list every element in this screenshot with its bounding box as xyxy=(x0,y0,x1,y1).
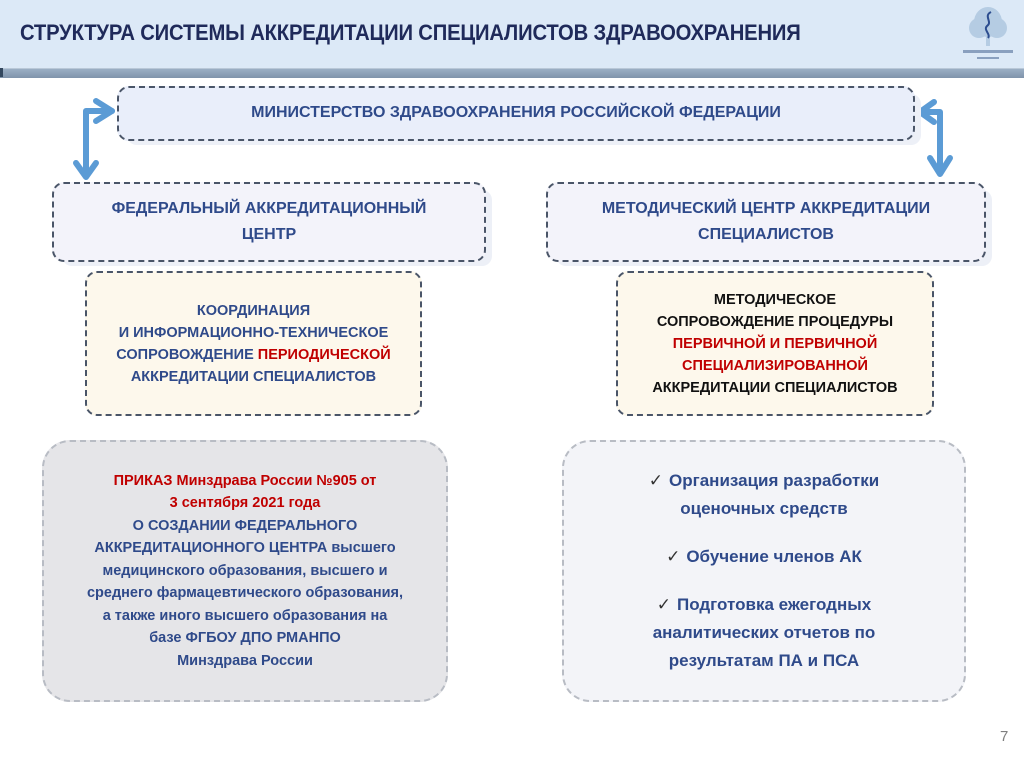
order-line-7: а также иного высшего образования на xyxy=(102,607,388,624)
tree-logo-icon xyxy=(955,4,1021,64)
methodical-center-line-1: МЕТОДИЧЕСКИЙ ЦЕНТР АККРЕДИТАЦИИ xyxy=(601,200,931,217)
task-2-line-1: Обучение членов АК xyxy=(686,547,862,566)
order-line-4: АККРЕДИТАЦИОННОГО ЦЕНТРА высшего xyxy=(94,540,396,557)
order-line-2: 3 сентября 2021 года xyxy=(169,495,321,512)
left-arrow-to-ministry-icon xyxy=(86,101,112,175)
methodical-support-box xyxy=(616,271,934,416)
header-divider xyxy=(0,68,1024,78)
federal-center-box xyxy=(52,182,486,262)
right-arrow-to-methodical-icon xyxy=(930,158,950,174)
ministry-box xyxy=(117,86,915,141)
order-line-9: Минздрава России xyxy=(177,652,313,669)
header-band xyxy=(0,0,1024,68)
task-3-line-3: результатам ПА и ПСА xyxy=(668,651,860,670)
order-box xyxy=(42,440,448,702)
task-item xyxy=(649,467,879,523)
methodical-center-box xyxy=(546,182,986,262)
task-1-line-2: оценочных средств xyxy=(680,499,848,518)
methodical-support-line-3: ПЕРВИЧНОЙ И ПЕРВИЧНОЙ xyxy=(672,335,878,352)
coordination-line-4: АККРЕДИТАЦИИ СПЕЦИАЛИСТОВ xyxy=(130,368,377,385)
coordination-line-1: КООРДИНАЦИЯ xyxy=(196,302,311,319)
methodical-support-line-1: МЕТОДИЧЕСКОЕ xyxy=(713,291,837,308)
checkmark-icon: ✓ xyxy=(648,471,664,490)
left-arrow-to-federal-icon xyxy=(76,163,96,177)
coordination-box xyxy=(85,271,422,416)
task-1-line-1: Организация разработки xyxy=(669,471,880,490)
order-line-1: ПРИКАЗ Минздрава России №905 от xyxy=(113,472,377,489)
federal-center-line-1: ФЕДЕРАЛЬНЫЙ АККРЕДИТАЦИОННЫЙ xyxy=(111,200,427,217)
task-3-line-2: аналитических отчетов по xyxy=(652,623,876,642)
ministry-label: МИНИСТЕРСТВО ЗДРАВООХРАНЕНИЯ РОССИЙСКОЙ ФЕДЕРАЦИИ xyxy=(251,104,781,121)
periodic-highlight: ПЕРИОДИЧЕСКОЙ xyxy=(257,346,391,363)
slide-title: СТРУКТУРА СИСТЕМЫ АККРЕДИТАЦИИ СПЕЦИАЛИСТОВ ЗДРАВООХРАНЕНИЯ xyxy=(20,20,801,45)
coordination-line-3a: СОПРОВОЖДЕНИЕ xyxy=(116,346,258,363)
checkmark-icon: ✓ xyxy=(656,595,672,614)
coordination-line-3 xyxy=(116,344,390,366)
methodical-support-line-5: АККРЕДИТАЦИИ СПЕЦИАЛИСТОВ xyxy=(652,379,898,396)
order-line-6: среднего фармацевтического образования, xyxy=(86,585,404,602)
order-line-5: медицинского образования, высшего и xyxy=(102,562,388,579)
task-3-line-1: Подготовка ежегодных xyxy=(677,595,872,614)
task-item xyxy=(666,543,862,571)
federal-center-line-2: ЦЕНТР xyxy=(241,226,297,243)
order-line-8: базе ФГБОУ ДПО РМАНПО xyxy=(149,630,341,647)
methodical-center-line-2: СПЕЦИАЛИСТОВ xyxy=(698,226,834,243)
page-number: 7 xyxy=(1000,728,1009,745)
tasks-box xyxy=(562,440,966,702)
right-arrow-to-ministry-icon xyxy=(920,102,940,168)
order-line-3: О СОЗДАНИИ ФЕДЕРАЛЬНОГО xyxy=(132,517,358,534)
coordination-line-2: И ИНФОРМАЦИОННО-ТЕХНИЧЕСКОЕ xyxy=(118,324,389,341)
header-divider-tip xyxy=(0,68,3,77)
task-item xyxy=(653,591,876,675)
checkmark-icon: ✓ xyxy=(666,547,681,566)
methodical-support-line-4: СПЕЦИАЛИЗИРОВАННОЙ xyxy=(682,357,868,374)
methodical-support-line-2: СОПРОВОЖДЕНИЕ ПРОЦЕДУРЫ xyxy=(656,313,894,330)
